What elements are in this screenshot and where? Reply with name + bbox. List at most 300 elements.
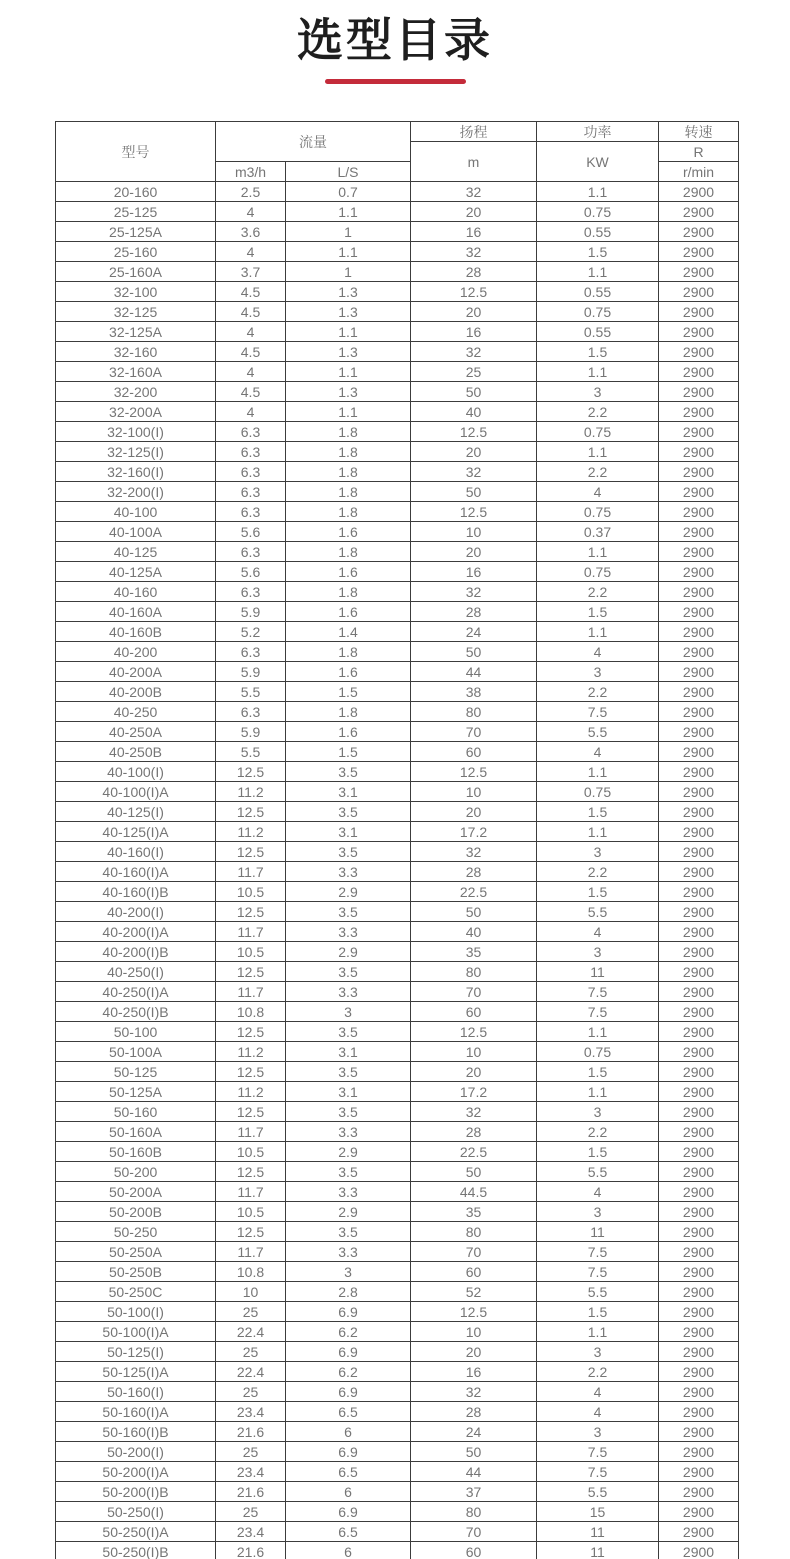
flow-ls-cell: 1 xyxy=(286,262,411,282)
power-cell: 1.5 xyxy=(537,602,659,622)
model-cell: 40-200 xyxy=(56,642,216,662)
power-cell: 1.5 xyxy=(537,242,659,262)
head-cell: 35 xyxy=(411,1202,537,1222)
power-cell: 1.1 xyxy=(537,542,659,562)
power-cell: 4 xyxy=(537,922,659,942)
head-cell: 50 xyxy=(411,902,537,922)
title-underline-bar xyxy=(325,79,466,84)
table-row xyxy=(56,1142,739,1162)
power-cell: 1.5 xyxy=(537,342,659,362)
flow-m3h-cell: 4 xyxy=(216,362,286,382)
speed-cell: 2900 xyxy=(659,802,739,822)
flow-ls-cell: 3.5 xyxy=(286,762,411,782)
head-cell: 38 xyxy=(411,682,537,702)
flow-ls-cell: 3.5 xyxy=(286,1062,411,1082)
head-cell: 80 xyxy=(411,702,537,722)
head-cell: 16 xyxy=(411,1362,537,1382)
flow-ls-cell: 3.1 xyxy=(286,1082,411,1102)
table-row xyxy=(56,402,739,422)
model-cell: 32-160(I) xyxy=(56,462,216,482)
flow-ls-cell: 1.6 xyxy=(286,602,411,622)
header-head: 扬程 xyxy=(411,122,537,142)
header-row-1 xyxy=(56,122,739,142)
speed-cell: 2900 xyxy=(659,662,739,682)
power-cell: 11 xyxy=(537,1522,659,1542)
speed-cell: 2900 xyxy=(659,502,739,522)
flow-ls-cell: 1.5 xyxy=(286,742,411,762)
speed-cell: 2900 xyxy=(659,702,739,722)
speed-cell: 2900 xyxy=(659,302,739,322)
flow-m3h-cell: 25 xyxy=(216,1442,286,1462)
model-cell: 40-160B xyxy=(56,622,216,642)
head-cell: 44 xyxy=(411,662,537,682)
flow-m3h-cell: 4 xyxy=(216,242,286,262)
table-row xyxy=(56,1362,739,1382)
flow-m3h-cell: 6.3 xyxy=(216,482,286,502)
head-cell: 20 xyxy=(411,802,537,822)
model-cell: 32-200(I) xyxy=(56,482,216,502)
flow-m3h-cell: 4.5 xyxy=(216,282,286,302)
flow-ls-cell: 6.2 xyxy=(286,1322,411,1342)
model-cell: 40-200B xyxy=(56,682,216,702)
flow-m3h-cell: 2.5 xyxy=(216,182,286,202)
header-power: 功率 xyxy=(537,122,659,142)
flow-m3h-cell: 11.7 xyxy=(216,1242,286,1262)
flow-m3h-cell: 21.6 xyxy=(216,1422,286,1442)
power-cell: 0.55 xyxy=(537,282,659,302)
power-cell: 0.55 xyxy=(537,322,659,342)
speed-cell: 2900 xyxy=(659,1442,739,1462)
flow-ls-cell: 1.8 xyxy=(286,422,411,442)
flow-m3h-cell: 6.3 xyxy=(216,502,286,522)
table-row xyxy=(56,1402,739,1422)
flow-ls-cell: 2.9 xyxy=(286,1142,411,1162)
speed-cell: 2900 xyxy=(659,202,739,222)
speed-cell: 2900 xyxy=(659,1182,739,1202)
flow-ls-cell: 1.8 xyxy=(286,582,411,602)
flow-m3h-cell: 22.4 xyxy=(216,1322,286,1342)
head-cell: 28 xyxy=(411,862,537,882)
head-cell: 70 xyxy=(411,1242,537,1262)
speed-cell: 2900 xyxy=(659,1002,739,1022)
flow-ls-cell: 3 xyxy=(286,1002,411,1022)
flow-m3h-cell: 21.6 xyxy=(216,1482,286,1502)
model-cell: 50-250(I)B xyxy=(56,1542,216,1559)
table-row xyxy=(56,622,739,642)
flow-ls-cell: 6.5 xyxy=(286,1522,411,1542)
table-row xyxy=(56,362,739,382)
power-cell: 15 xyxy=(537,1502,659,1522)
header-speed-unit: r/min xyxy=(659,162,739,182)
flow-m3h-cell: 25 xyxy=(216,1382,286,1402)
model-cell: 50-250C xyxy=(56,1282,216,1302)
flow-m3h-cell: 10 xyxy=(216,1282,286,1302)
power-cell: 1.1 xyxy=(537,362,659,382)
head-cell: 20 xyxy=(411,302,537,322)
speed-cell: 2900 xyxy=(659,942,739,962)
table-row xyxy=(56,262,739,282)
table-row xyxy=(56,522,739,542)
table-row xyxy=(56,782,739,802)
pump-selection-table xyxy=(55,121,739,1559)
head-cell: 10 xyxy=(411,1042,537,1062)
power-cell: 7.5 xyxy=(537,982,659,1002)
power-cell: 2.2 xyxy=(537,402,659,422)
flow-m3h-cell: 6.3 xyxy=(216,582,286,602)
power-cell: 0.75 xyxy=(537,202,659,222)
flow-ls-cell: 6.9 xyxy=(286,1502,411,1522)
flow-m3h-cell: 11.2 xyxy=(216,822,286,842)
model-cell: 40-250(I) xyxy=(56,962,216,982)
head-cell: 12.5 xyxy=(411,282,537,302)
head-cell: 20 xyxy=(411,1062,537,1082)
head-cell: 24 xyxy=(411,1422,537,1442)
power-cell: 3 xyxy=(537,842,659,862)
model-cell: 40-250 xyxy=(56,702,216,722)
speed-cell: 2900 xyxy=(659,762,739,782)
model-cell: 32-100(I) xyxy=(56,422,216,442)
table-row xyxy=(56,1242,739,1262)
power-cell: 2.2 xyxy=(537,682,659,702)
model-cell: 40-200(I) xyxy=(56,902,216,922)
flow-ls-cell: 3.5 xyxy=(286,1102,411,1122)
flow-m3h-cell: 5.2 xyxy=(216,622,286,642)
power-cell: 5.5 xyxy=(537,1482,659,1502)
power-cell: 0.75 xyxy=(537,562,659,582)
flow-m3h-cell: 6.3 xyxy=(216,542,286,562)
power-cell: 0.75 xyxy=(537,302,659,322)
table-row xyxy=(56,742,739,762)
model-cell: 50-250(I) xyxy=(56,1502,216,1522)
power-cell: 1.1 xyxy=(537,822,659,842)
flow-ls-cell: 3.3 xyxy=(286,862,411,882)
table-row xyxy=(56,1302,739,1322)
table-row xyxy=(56,1082,739,1102)
head-cell: 70 xyxy=(411,722,537,742)
flow-m3h-cell: 10.8 xyxy=(216,1002,286,1022)
flow-m3h-cell: 25 xyxy=(216,1342,286,1362)
power-cell: 0.75 xyxy=(537,1042,659,1062)
header-head-unit: m xyxy=(411,142,537,182)
flow-ls-cell: 3.3 xyxy=(286,922,411,942)
table-row xyxy=(56,822,739,842)
flow-m3h-cell: 10.5 xyxy=(216,1202,286,1222)
table-row xyxy=(56,1202,739,1222)
model-cell: 50-100 xyxy=(56,1022,216,1042)
power-cell: 2.2 xyxy=(537,1122,659,1142)
power-cell: 2.2 xyxy=(537,1362,659,1382)
flow-m3h-cell: 12.5 xyxy=(216,1162,286,1182)
power-cell: 4 xyxy=(537,742,659,762)
flow-m3h-cell: 6.3 xyxy=(216,442,286,462)
model-cell: 50-200B xyxy=(56,1202,216,1222)
flow-m3h-cell: 6.3 xyxy=(216,702,286,722)
flow-ls-cell: 1.8 xyxy=(286,542,411,562)
model-cell: 40-200(I)A xyxy=(56,922,216,942)
flow-m3h-cell: 5.9 xyxy=(216,662,286,682)
table-row xyxy=(56,982,739,1002)
flow-m3h-cell: 10.5 xyxy=(216,1142,286,1162)
head-cell: 32 xyxy=(411,582,537,602)
head-cell: 12.5 xyxy=(411,422,537,442)
flow-m3h-cell: 3.7 xyxy=(216,262,286,282)
flow-m3h-cell: 3.6 xyxy=(216,222,286,242)
head-cell: 16 xyxy=(411,562,537,582)
head-cell: 10 xyxy=(411,522,537,542)
flow-ls-cell: 2.9 xyxy=(286,1202,411,1222)
table-row xyxy=(56,942,739,962)
speed-cell: 2900 xyxy=(659,242,739,262)
flow-ls-cell: 1.8 xyxy=(286,482,411,502)
flow-ls-cell: 3.3 xyxy=(286,982,411,1002)
power-cell: 1.1 xyxy=(537,1082,659,1102)
speed-cell: 2900 xyxy=(659,1222,739,1242)
flow-ls-cell: 6 xyxy=(286,1422,411,1442)
model-cell: 50-160A xyxy=(56,1122,216,1142)
flow-m3h-cell: 5.9 xyxy=(216,722,286,742)
model-cell: 50-200A xyxy=(56,1182,216,1202)
table-row xyxy=(56,702,739,722)
head-cell: 16 xyxy=(411,322,537,342)
table-row xyxy=(56,482,739,502)
speed-cell: 2900 xyxy=(659,1302,739,1322)
flow-m3h-cell: 6.3 xyxy=(216,422,286,442)
flow-m3h-cell: 4.5 xyxy=(216,342,286,362)
flow-m3h-cell: 11.7 xyxy=(216,982,286,1002)
speed-cell: 2900 xyxy=(659,1202,739,1222)
head-cell: 80 xyxy=(411,962,537,982)
head-cell: 17.2 xyxy=(411,822,537,842)
flow-m3h-cell: 10.5 xyxy=(216,942,286,962)
flow-m3h-cell: 11.2 xyxy=(216,1082,286,1102)
flow-m3h-cell: 11.7 xyxy=(216,1122,286,1142)
speed-cell: 2900 xyxy=(659,842,739,862)
model-cell: 40-100 xyxy=(56,502,216,522)
power-cell: 0.37 xyxy=(537,522,659,542)
model-cell: 32-125A xyxy=(56,322,216,342)
power-cell: 1.5 xyxy=(537,1142,659,1162)
table-row xyxy=(56,1002,739,1022)
flow-ls-cell: 3.3 xyxy=(286,1122,411,1142)
power-cell: 1.1 xyxy=(537,622,659,642)
table-row xyxy=(56,1102,739,1122)
table-row xyxy=(56,1262,739,1282)
table-row xyxy=(56,682,739,702)
flow-ls-cell: 1.1 xyxy=(286,322,411,342)
flow-m3h-cell: 11.7 xyxy=(216,922,286,942)
power-cell: 5.5 xyxy=(537,1282,659,1302)
flow-ls-cell: 1.8 xyxy=(286,502,411,522)
flow-ls-cell: 3.5 xyxy=(286,1162,411,1182)
flow-m3h-cell: 6.3 xyxy=(216,462,286,482)
flow-ls-cell: 1.1 xyxy=(286,362,411,382)
model-cell: 40-100(I) xyxy=(56,762,216,782)
flow-m3h-cell: 12.5 xyxy=(216,962,286,982)
table-row xyxy=(56,322,739,342)
speed-cell: 2900 xyxy=(659,862,739,882)
model-cell: 50-160(I)A xyxy=(56,1402,216,1422)
flow-ls-cell: 1.8 xyxy=(286,442,411,462)
flow-ls-cell: 0.7 xyxy=(286,182,411,202)
table-row xyxy=(56,1482,739,1502)
model-cell: 50-250A xyxy=(56,1242,216,1262)
flow-ls-cell: 3.5 xyxy=(286,1222,411,1242)
flow-ls-cell: 1.1 xyxy=(286,202,411,222)
model-cell: 40-100A xyxy=(56,522,216,542)
model-cell: 50-250(I)A xyxy=(56,1522,216,1542)
power-cell: 3 xyxy=(537,1342,659,1362)
model-cell: 40-160(I)B xyxy=(56,882,216,902)
flow-ls-cell: 2.9 xyxy=(286,942,411,962)
flow-m3h-cell: 12.5 xyxy=(216,842,286,862)
speed-cell: 2900 xyxy=(659,822,739,842)
model-cell: 40-125(I) xyxy=(56,802,216,822)
flow-m3h-cell: 12.5 xyxy=(216,1102,286,1122)
model-cell: 25-125 xyxy=(56,202,216,222)
flow-ls-cell: 1.3 xyxy=(286,282,411,302)
head-cell: 60 xyxy=(411,1542,537,1559)
speed-cell: 2900 xyxy=(659,1022,739,1042)
speed-cell: 2900 xyxy=(659,642,739,662)
power-cell: 11 xyxy=(537,1542,659,1559)
model-cell: 50-250 xyxy=(56,1222,216,1242)
table-row xyxy=(56,1042,739,1062)
power-cell: 4 xyxy=(537,1402,659,1422)
table-row xyxy=(56,542,739,562)
head-cell: 80 xyxy=(411,1222,537,1242)
table-row xyxy=(56,222,739,242)
head-cell: 16 xyxy=(411,222,537,242)
model-cell: 50-125(I) xyxy=(56,1342,216,1362)
power-cell: 4 xyxy=(537,1382,659,1402)
flow-ls-cell: 6.5 xyxy=(286,1462,411,1482)
table-row xyxy=(56,1522,739,1542)
head-cell: 44.5 xyxy=(411,1182,537,1202)
power-cell: 7.5 xyxy=(537,702,659,722)
flow-ls-cell: 3.3 xyxy=(286,1182,411,1202)
speed-cell: 2900 xyxy=(659,1102,739,1122)
head-cell: 12.5 xyxy=(411,502,537,522)
power-cell: 1.1 xyxy=(537,442,659,462)
power-cell: 0.55 xyxy=(537,222,659,242)
table-row xyxy=(56,202,739,222)
power-cell: 3 xyxy=(537,1422,659,1442)
flow-m3h-cell: 5.5 xyxy=(216,742,286,762)
flow-m3h-cell: 4.5 xyxy=(216,302,286,322)
table-row xyxy=(56,282,739,302)
flow-m3h-cell: 6.3 xyxy=(216,642,286,662)
model-cell: 40-100(I)A xyxy=(56,782,216,802)
table-row xyxy=(56,1502,739,1522)
power-cell: 3 xyxy=(537,942,659,962)
flow-m3h-cell: 12.5 xyxy=(216,802,286,822)
table-row xyxy=(56,1222,739,1242)
model-cell: 40-160(I)A xyxy=(56,862,216,882)
flow-ls-cell: 6.9 xyxy=(286,1382,411,1402)
speed-cell: 2900 xyxy=(659,1342,739,1362)
flow-m3h-cell: 12.5 xyxy=(216,1062,286,1082)
table-row xyxy=(56,1062,739,1082)
flow-m3h-cell: 22.4 xyxy=(216,1362,286,1382)
head-cell: 22.5 xyxy=(411,1142,537,1162)
speed-cell: 2900 xyxy=(659,1122,739,1142)
flow-ls-cell: 1.8 xyxy=(286,462,411,482)
table-row xyxy=(56,642,739,662)
model-cell: 40-125A xyxy=(56,562,216,582)
speed-cell: 2900 xyxy=(659,1142,739,1162)
head-cell: 28 xyxy=(411,262,537,282)
model-cell: 50-125 xyxy=(56,1062,216,1082)
speed-cell: 2900 xyxy=(659,722,739,742)
model-cell: 40-250(I)B xyxy=(56,1002,216,1022)
power-cell: 2.2 xyxy=(537,462,659,482)
flow-m3h-cell: 21.6 xyxy=(216,1542,286,1559)
flow-m3h-cell: 23.4 xyxy=(216,1402,286,1422)
flow-m3h-cell: 10.5 xyxy=(216,882,286,902)
flow-m3h-cell: 4 xyxy=(216,322,286,342)
flow-ls-cell: 6 xyxy=(286,1482,411,1502)
table-row xyxy=(56,862,739,882)
table-row xyxy=(56,1162,739,1182)
model-cell: 40-125 xyxy=(56,542,216,562)
flow-m3h-cell: 12.5 xyxy=(216,1022,286,1042)
flow-ls-cell: 1.6 xyxy=(286,522,411,542)
speed-cell: 2900 xyxy=(659,442,739,462)
table-row xyxy=(56,1462,739,1482)
model-cell: 20-160 xyxy=(56,182,216,202)
flow-ls-cell: 1.1 xyxy=(286,242,411,262)
table-row xyxy=(56,442,739,462)
table-row xyxy=(56,582,739,602)
speed-cell: 2900 xyxy=(659,382,739,402)
table-row xyxy=(56,1542,739,1559)
speed-cell: 2900 xyxy=(659,282,739,302)
speed-cell: 2900 xyxy=(659,1502,739,1522)
flow-ls-cell: 1 xyxy=(286,222,411,242)
model-cell: 25-160 xyxy=(56,242,216,262)
head-cell: 60 xyxy=(411,742,537,762)
model-cell: 40-200(I)B xyxy=(56,942,216,962)
power-cell: 3 xyxy=(537,382,659,402)
flow-ls-cell: 3.5 xyxy=(286,802,411,822)
flow-m3h-cell: 11.2 xyxy=(216,782,286,802)
header-flow: 流量 xyxy=(216,122,411,162)
flow-ls-cell: 1.6 xyxy=(286,662,411,682)
power-cell: 0.75 xyxy=(537,782,659,802)
speed-cell: 2900 xyxy=(659,482,739,502)
flow-ls-cell: 1.3 xyxy=(286,342,411,362)
model-cell: 32-100 xyxy=(56,282,216,302)
speed-cell: 2900 xyxy=(659,1522,739,1542)
speed-cell: 2900 xyxy=(659,1322,739,1342)
head-cell: 32 xyxy=(411,1382,537,1402)
model-cell: 40-250(I)A xyxy=(56,982,216,1002)
speed-cell: 2900 xyxy=(659,902,739,922)
power-cell: 7.5 xyxy=(537,1462,659,1482)
speed-cell: 2900 xyxy=(659,322,739,342)
flow-m3h-cell: 5.5 xyxy=(216,682,286,702)
power-cell: 7.5 xyxy=(537,1002,659,1022)
flow-ls-cell: 2.8 xyxy=(286,1282,411,1302)
speed-cell: 2900 xyxy=(659,982,739,1002)
head-cell: 32 xyxy=(411,842,537,862)
flow-ls-cell: 6.5 xyxy=(286,1402,411,1422)
head-cell: 50 xyxy=(411,1442,537,1462)
speed-cell: 2900 xyxy=(659,462,739,482)
model-cell: 32-125(I) xyxy=(56,442,216,462)
table-row xyxy=(56,342,739,362)
head-cell: 24 xyxy=(411,622,537,642)
